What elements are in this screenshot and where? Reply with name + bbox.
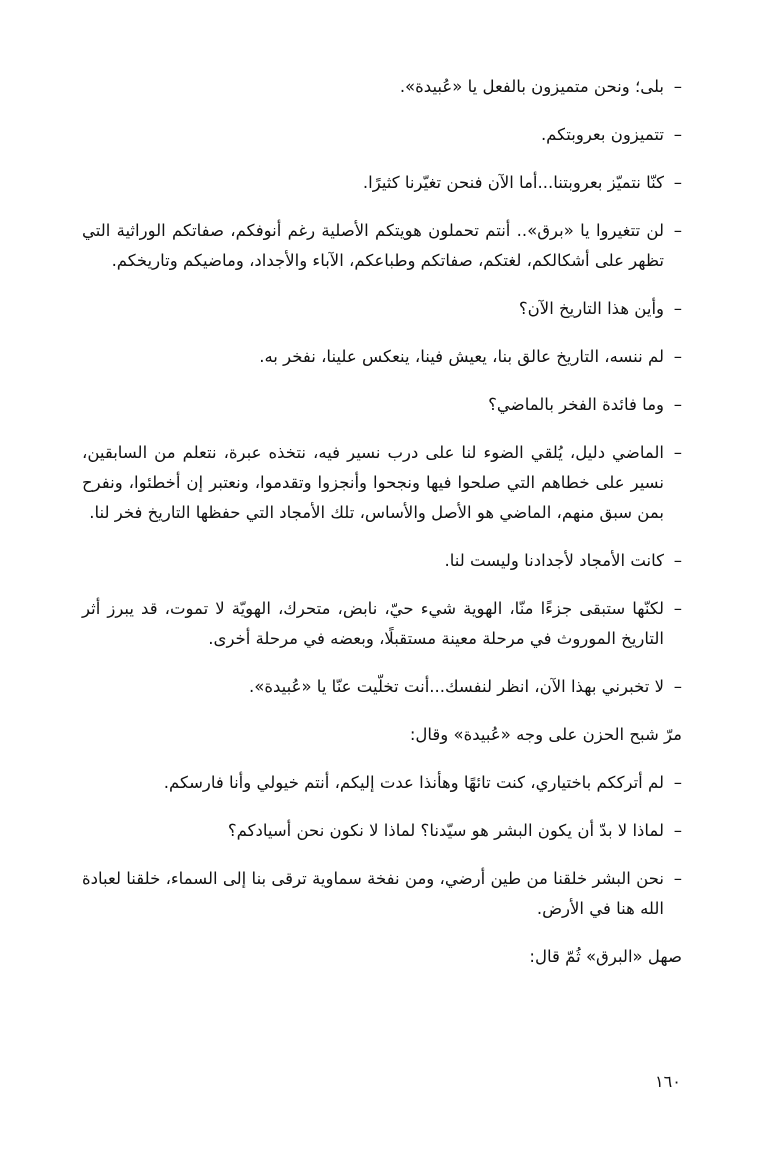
dialogue-line xyxy=(82,168,682,198)
dialogue-text: نحن البشر خلقنا من طين أرضي، ومن نفخة سماوية ترقى بنا إلى السماء، خلقنا لعبادة الله هنا في الأرض. xyxy=(82,869,664,918)
dialogue-line xyxy=(82,768,682,798)
dialogue-text: وما فائدة الفخر بالماضي؟ xyxy=(488,395,664,414)
dialogue-line xyxy=(82,594,682,654)
dialogue-line xyxy=(82,438,682,528)
dialogue-text: لن تتغيروا يا «برق».. أنتم تحملون هويتكم الأصلية رغم أنوفكم، صفاتكم الوراثية التي تظهر على أشكالكم، لغتكم، صفاتكم وطباعكم، الآباء والأجداد، وماضيكم وتاريخكم. xyxy=(82,221,664,270)
dialogue-line xyxy=(82,864,682,924)
dialogue-dash: – xyxy=(673,677,682,696)
dialogue-dash: – xyxy=(673,173,682,192)
dialogue-dash: – xyxy=(673,443,682,462)
dialogue-text: تتميزون بعروبتكم. xyxy=(540,125,664,144)
dialogue-text: كنّا نتميّز بعروبتنا...أما الآن فنحن تغيّرنا كثيرًا. xyxy=(362,173,664,192)
dialogue-text: لا تخبرني بهذا الآن، انظر لنفسك...أنت تخلّيت عنّا يا «عُبيدة». xyxy=(249,677,664,696)
narration-line: مرّ شبح الحزن على وجه «عُبيدة» وقال: xyxy=(409,725,682,744)
dialogue-text: لم أترككم باختياري، كنت تائهًا وهأنذا عدت إليكم، أنتم خيولي وأنا فارسكم. xyxy=(163,773,664,792)
dialogue-dash: – xyxy=(673,869,682,888)
dialogue-line xyxy=(82,672,682,702)
dialogue-dash: – xyxy=(673,125,682,144)
dialogue-dash: – xyxy=(673,551,682,570)
narration-line: صهل «البرق» ثُمّ قال: xyxy=(529,947,682,966)
book-page xyxy=(82,72,682,990)
dialogue-line xyxy=(82,216,682,276)
dialogue-dash: – xyxy=(673,347,682,366)
dialogue-text: لم ننسه، التاريخ عالق بنا، يعيش فينا، ينعكس علينا، نفخر به. xyxy=(259,347,664,366)
dialogue-text: لكنّها ستبقى جزءًا منّا، الهوية شيء حيّ، نابض، متحرك، الهويّة لا تموت، قد يبرز أثر التاريخ الموروث في مرحلة معينة مستقبلًا، وبعضه في مرحلة أخرى. xyxy=(82,599,664,648)
dialogue-line xyxy=(82,816,682,846)
dialogue-line xyxy=(82,120,682,150)
dialogue-dash: – xyxy=(673,77,682,96)
dialogue-line xyxy=(82,342,682,372)
dialogue-text: وأين هذا التاريخ الآن؟ xyxy=(518,299,664,318)
dialogue-text: لماذا لا بدّ أن يكون البشر هو سيّدنا؟ لماذا لا نكون نحن أسيادكم؟ xyxy=(227,821,664,840)
page-number: ١٦٠ xyxy=(655,1072,681,1091)
dialogue-text: الماضي دليل، يُلقي الضوء لنا على درب نسير فيه، نتخذه عبرة، نتعلم من السابقين، نسير على خطاهم التي صلحوا فيها ونجحوا وأنجزوا وتقدموا، ونعتبر إن أخطئوا، ونفرح بمن سبق منهم، الماضي هو الأصل والأساس، تلك الأمجاد التي حفظها التاريخ فخر لنا. xyxy=(82,443,664,522)
dialogue-dash: – xyxy=(673,821,682,840)
dialogue-text: بلى؛ ونحن متميزون بالفعل يا «عُبيدة». xyxy=(399,77,664,96)
dialogue-line xyxy=(82,294,682,324)
dialogue-dash: – xyxy=(673,299,682,318)
dialogue-text: كانت الأمجاد لأجدادنا وليست لنا. xyxy=(444,551,664,570)
dialogue-line xyxy=(82,72,682,102)
dialogue-line xyxy=(82,546,682,576)
dialogue-line xyxy=(82,390,682,420)
dialogue-dash: – xyxy=(673,221,682,240)
dialogue-dash: – xyxy=(673,599,682,618)
dialogue-dash: – xyxy=(673,773,682,792)
dialogue-dash: – xyxy=(673,395,682,414)
